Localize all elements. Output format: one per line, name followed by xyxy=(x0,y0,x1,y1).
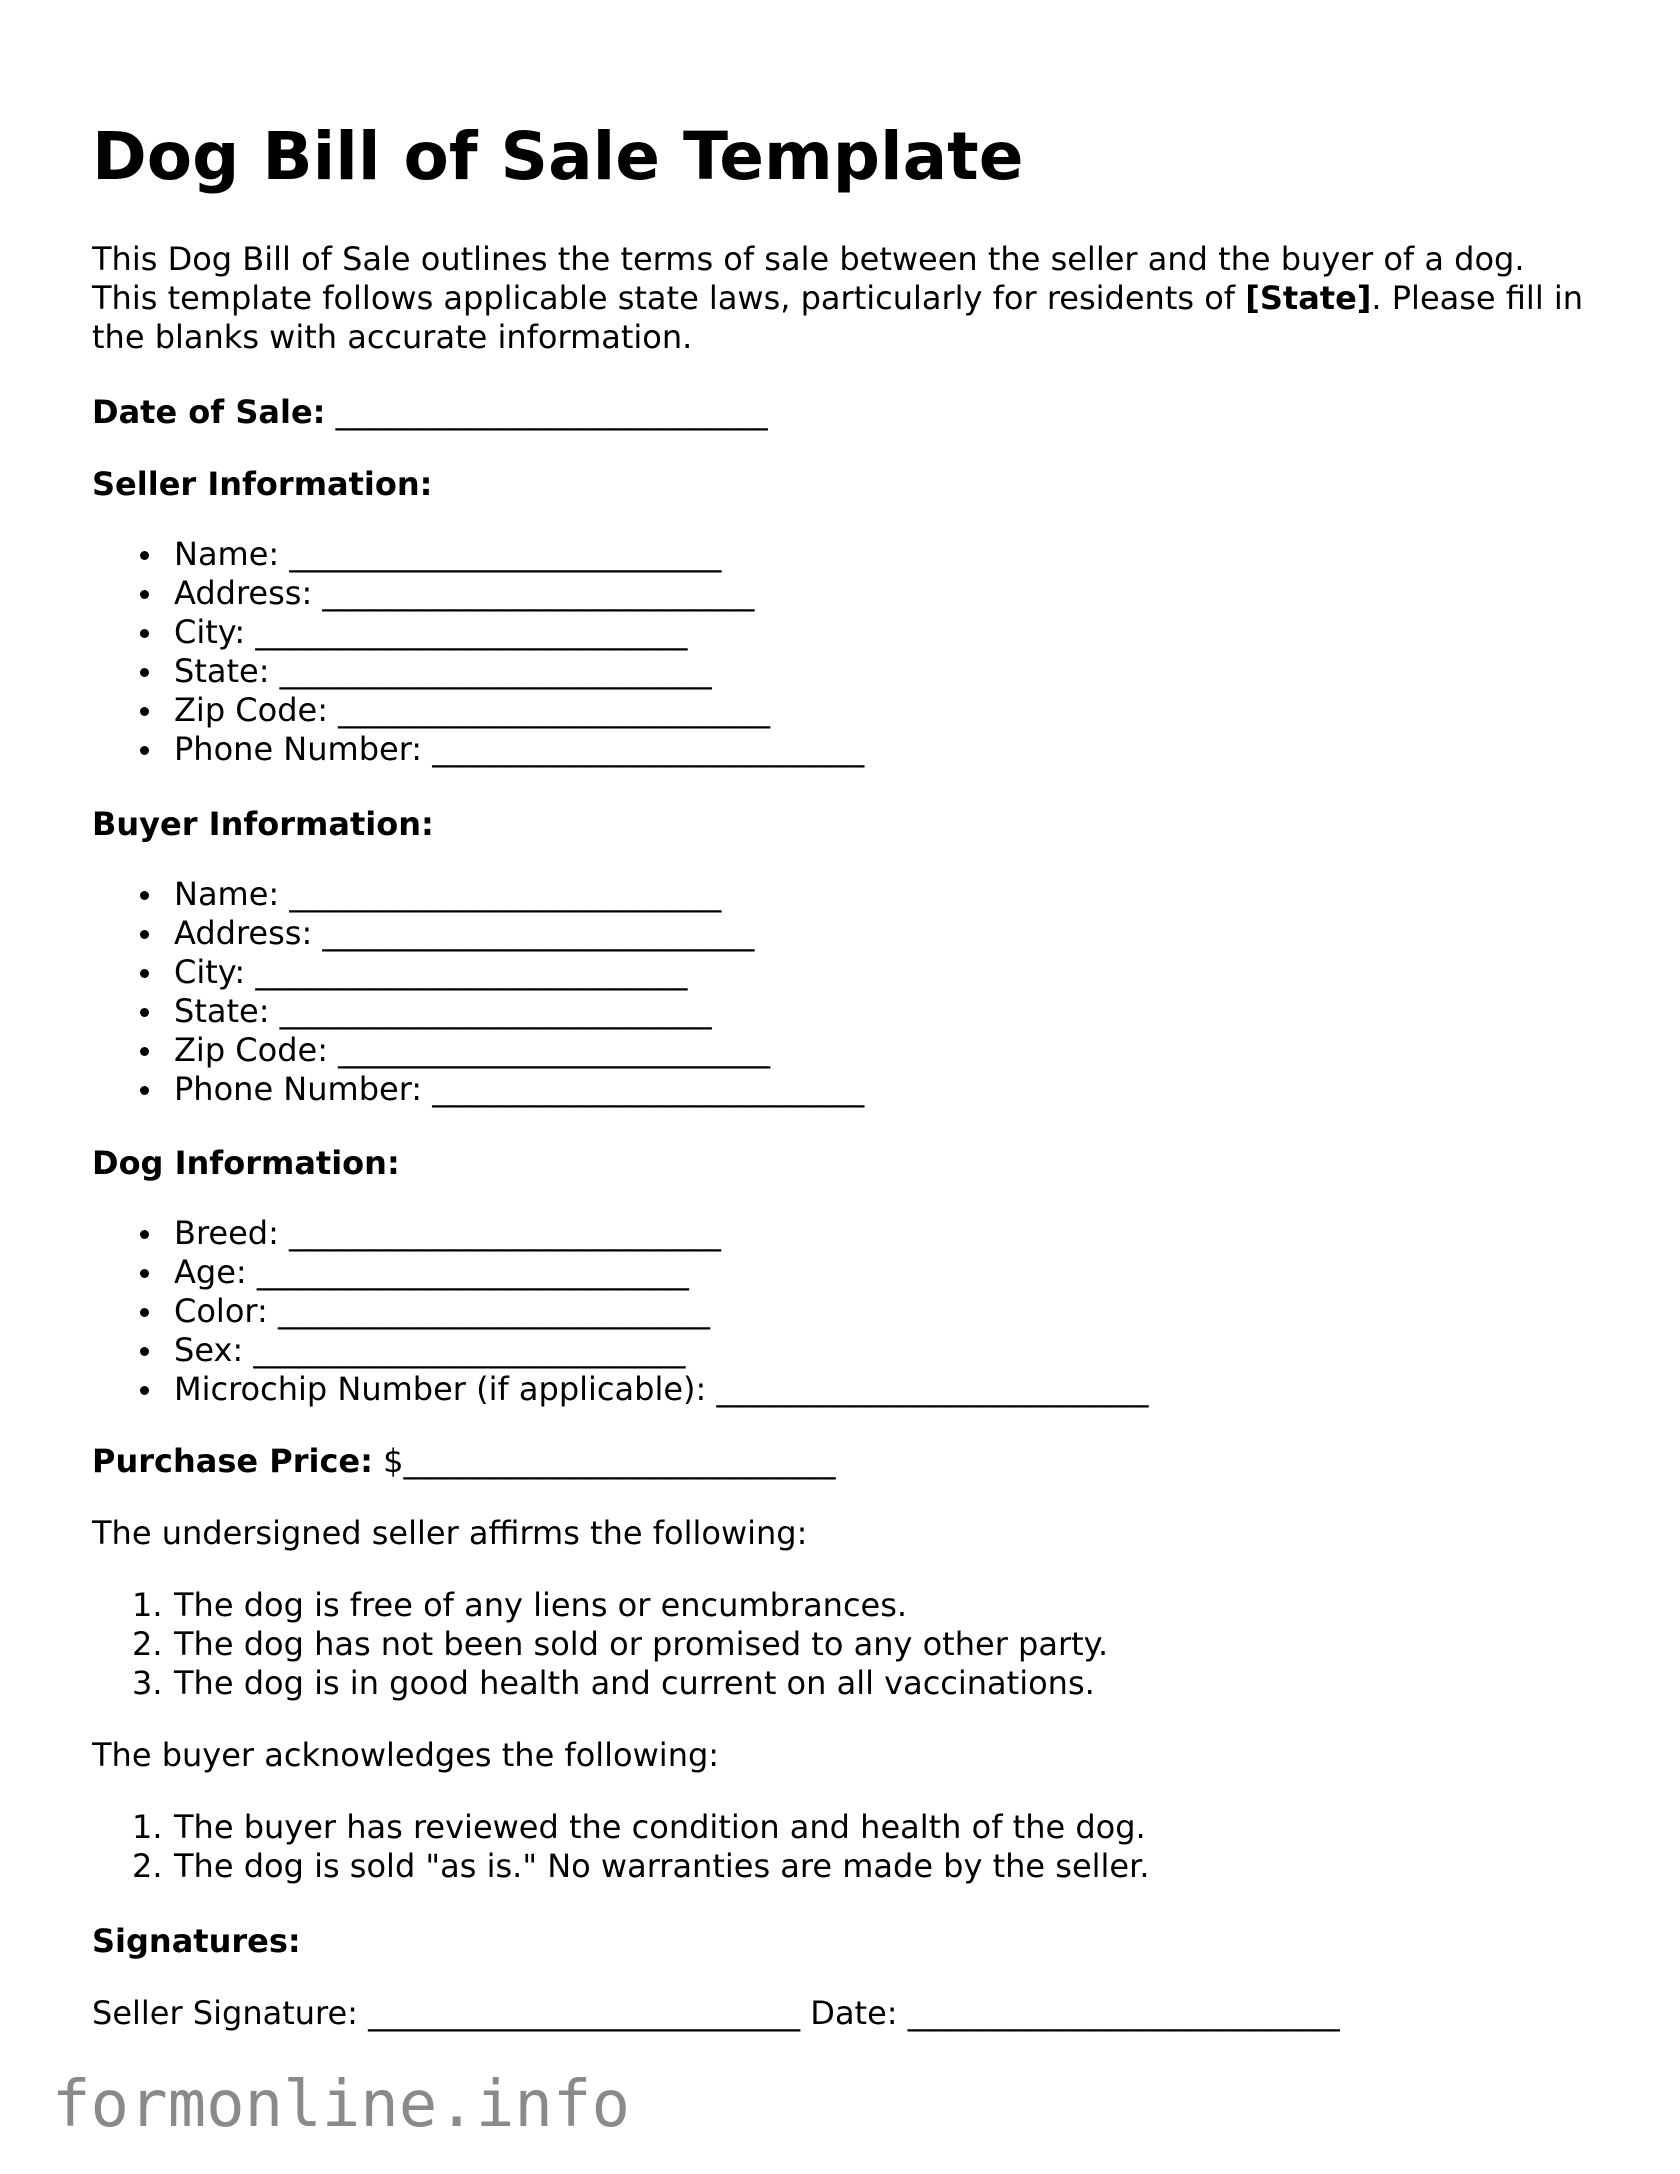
intro-paragraph xyxy=(92,240,1592,357)
seller-name-field xyxy=(92,535,864,574)
date-of-sale-label: Date of Sale: xyxy=(92,393,326,431)
date-of-sale-row xyxy=(92,393,768,432)
field-label: Phone Number: xyxy=(174,730,423,768)
field-blank[interactable]: ___________________________ xyxy=(432,730,865,768)
buyer-phone-field xyxy=(92,1070,864,1109)
seller-affirms-list xyxy=(92,1586,1108,1703)
field-blank[interactable]: ___________________________ xyxy=(279,652,712,690)
seller-zip-field xyxy=(92,691,864,730)
seller-city-field xyxy=(92,613,864,652)
field-label: Name: xyxy=(174,535,280,573)
dog-age-field xyxy=(92,1253,1148,1292)
intro-text-end: . Please fill in the blanks with accurate information. xyxy=(92,279,1584,356)
buyer-heading: Buyer Information: xyxy=(92,805,434,843)
field-label: Phone Number: xyxy=(174,1070,423,1108)
field-label: Breed: xyxy=(174,1214,279,1252)
seller-signature-label: Seller Signature: xyxy=(92,1994,358,2032)
field-blank[interactable]: ___________________________ xyxy=(289,1214,722,1252)
field-blank[interactable]: ___________________________ xyxy=(253,1331,686,1369)
list-item: 1. The dog is free of any liens or encumbrances. xyxy=(132,1586,908,1624)
seller-heading: Seller Information: xyxy=(92,465,433,503)
field-blank[interactable]: ___________________________ xyxy=(289,535,722,573)
buyer-zip-field xyxy=(92,1031,864,1070)
list-item-text: The dog is free of any liens or encumbrances. xyxy=(174,1586,908,1624)
field-blank[interactable]: ___________________________ xyxy=(277,1292,710,1330)
buyer-acknowledges-list xyxy=(92,1808,1150,1886)
buyer-fields-list xyxy=(92,875,864,1109)
list-item-text: The dog has not been sold or promised to any other party. xyxy=(174,1625,1109,1663)
signature-date-blank[interactable]: ___________________________ xyxy=(907,1994,1340,2032)
buyer-name-field xyxy=(92,875,864,914)
field-label: Address: xyxy=(174,914,313,952)
dog-breed-field xyxy=(92,1214,1148,1253)
field-label: Sex: xyxy=(174,1331,244,1369)
field-label: Microchip Number (if applicable): xyxy=(174,1370,707,1408)
dog-microchip-field xyxy=(92,1370,1148,1409)
signatures-heading: Signatures: xyxy=(92,1922,301,1960)
field-blank[interactable]: ___________________________ xyxy=(322,914,755,952)
watermark: formonline.info xyxy=(52,2068,630,2142)
list-item-text: The buyer has reviewed the condition and health of the dog. xyxy=(174,1808,1146,1846)
dog-fields-list xyxy=(92,1214,1148,1409)
field-blank[interactable]: ___________________________ xyxy=(338,691,771,729)
seller-signature-row xyxy=(92,1994,1340,2033)
field-label: City: xyxy=(174,613,246,651)
seller-state-field xyxy=(92,652,864,691)
field-blank[interactable]: ___________________________ xyxy=(255,613,688,651)
signature-date-label: Date: xyxy=(810,1994,898,2032)
currency-symbol: $ xyxy=(383,1442,404,1480)
seller-phone-field xyxy=(92,730,864,769)
field-blank[interactable]: ___________________________ xyxy=(255,953,688,991)
field-label: Age: xyxy=(174,1253,247,1291)
seller-fields-list xyxy=(92,535,864,769)
field-label: Address: xyxy=(174,574,313,612)
field-blank[interactable]: ___________________________ xyxy=(432,1070,865,1108)
field-label: State: xyxy=(174,652,270,690)
list-item-text: The dog is in good health and current on all vaccinations. xyxy=(174,1664,1095,1702)
purchase-price-row xyxy=(92,1442,835,1481)
intro-text-start: This Dog Bill of Sale outlines the terms of sale between the seller and the buyer of a dog. This template follows applicable state laws, particularly for residents of xyxy=(92,240,1525,317)
field-label: State: xyxy=(174,992,270,1030)
list-item: 1. The buyer has reviewed the condition and health of the dog. xyxy=(132,1808,1146,1846)
purchase-price-label: Purchase Price: xyxy=(92,1442,373,1480)
field-label: City: xyxy=(174,953,246,991)
field-label: Zip Code: xyxy=(174,1031,328,1069)
list-item: 3. The dog is in good health and current on all vaccinations. xyxy=(132,1664,1095,1702)
field-blank[interactable]: ___________________________ xyxy=(289,875,722,913)
dog-heading: Dog Information: xyxy=(92,1144,400,1182)
buyer-address-field xyxy=(92,914,864,953)
seller-affirms-intro: The undersigned seller affirms the following: xyxy=(92,1514,808,1552)
dog-color-field xyxy=(92,1292,1148,1331)
seller-address-field xyxy=(92,574,864,613)
date-of-sale-blank[interactable]: ___________________________ xyxy=(335,393,768,431)
buyer-state-field xyxy=(92,992,864,1031)
list-item: 2. The dog is sold "as is." No warranties are made by the seller. xyxy=(132,1847,1150,1885)
buyer-acknowledges-intro: The buyer acknowledges the following: xyxy=(92,1736,720,1774)
field-label: Name: xyxy=(174,875,280,913)
dog-sex-field xyxy=(92,1331,1148,1370)
field-blank[interactable]: ___________________________ xyxy=(338,1031,771,1069)
list-item: 2. The dog has not been sold or promised to any other party. xyxy=(132,1625,1109,1663)
field-blank[interactable]: ___________________________ xyxy=(256,1253,689,1291)
seller-signature-blank[interactable]: ___________________________ xyxy=(368,1994,801,2032)
page-title: Dog Bill of Sale Template xyxy=(92,118,1024,195)
buyer-city-field xyxy=(92,953,864,992)
field-blank[interactable]: ___________________________ xyxy=(322,574,755,612)
field-label: Zip Code: xyxy=(174,691,328,729)
purchase-price-blank[interactable]: ___________________________ xyxy=(403,1442,836,1480)
state-placeholder: [State] xyxy=(1245,279,1372,317)
field-blank[interactable]: ___________________________ xyxy=(279,992,712,1030)
list-item-text: The dog is sold "as is." No warranties are made by the seller. xyxy=(174,1847,1150,1885)
field-label: Color: xyxy=(174,1292,268,1330)
field-blank[interactable]: ___________________________ xyxy=(716,1370,1149,1408)
